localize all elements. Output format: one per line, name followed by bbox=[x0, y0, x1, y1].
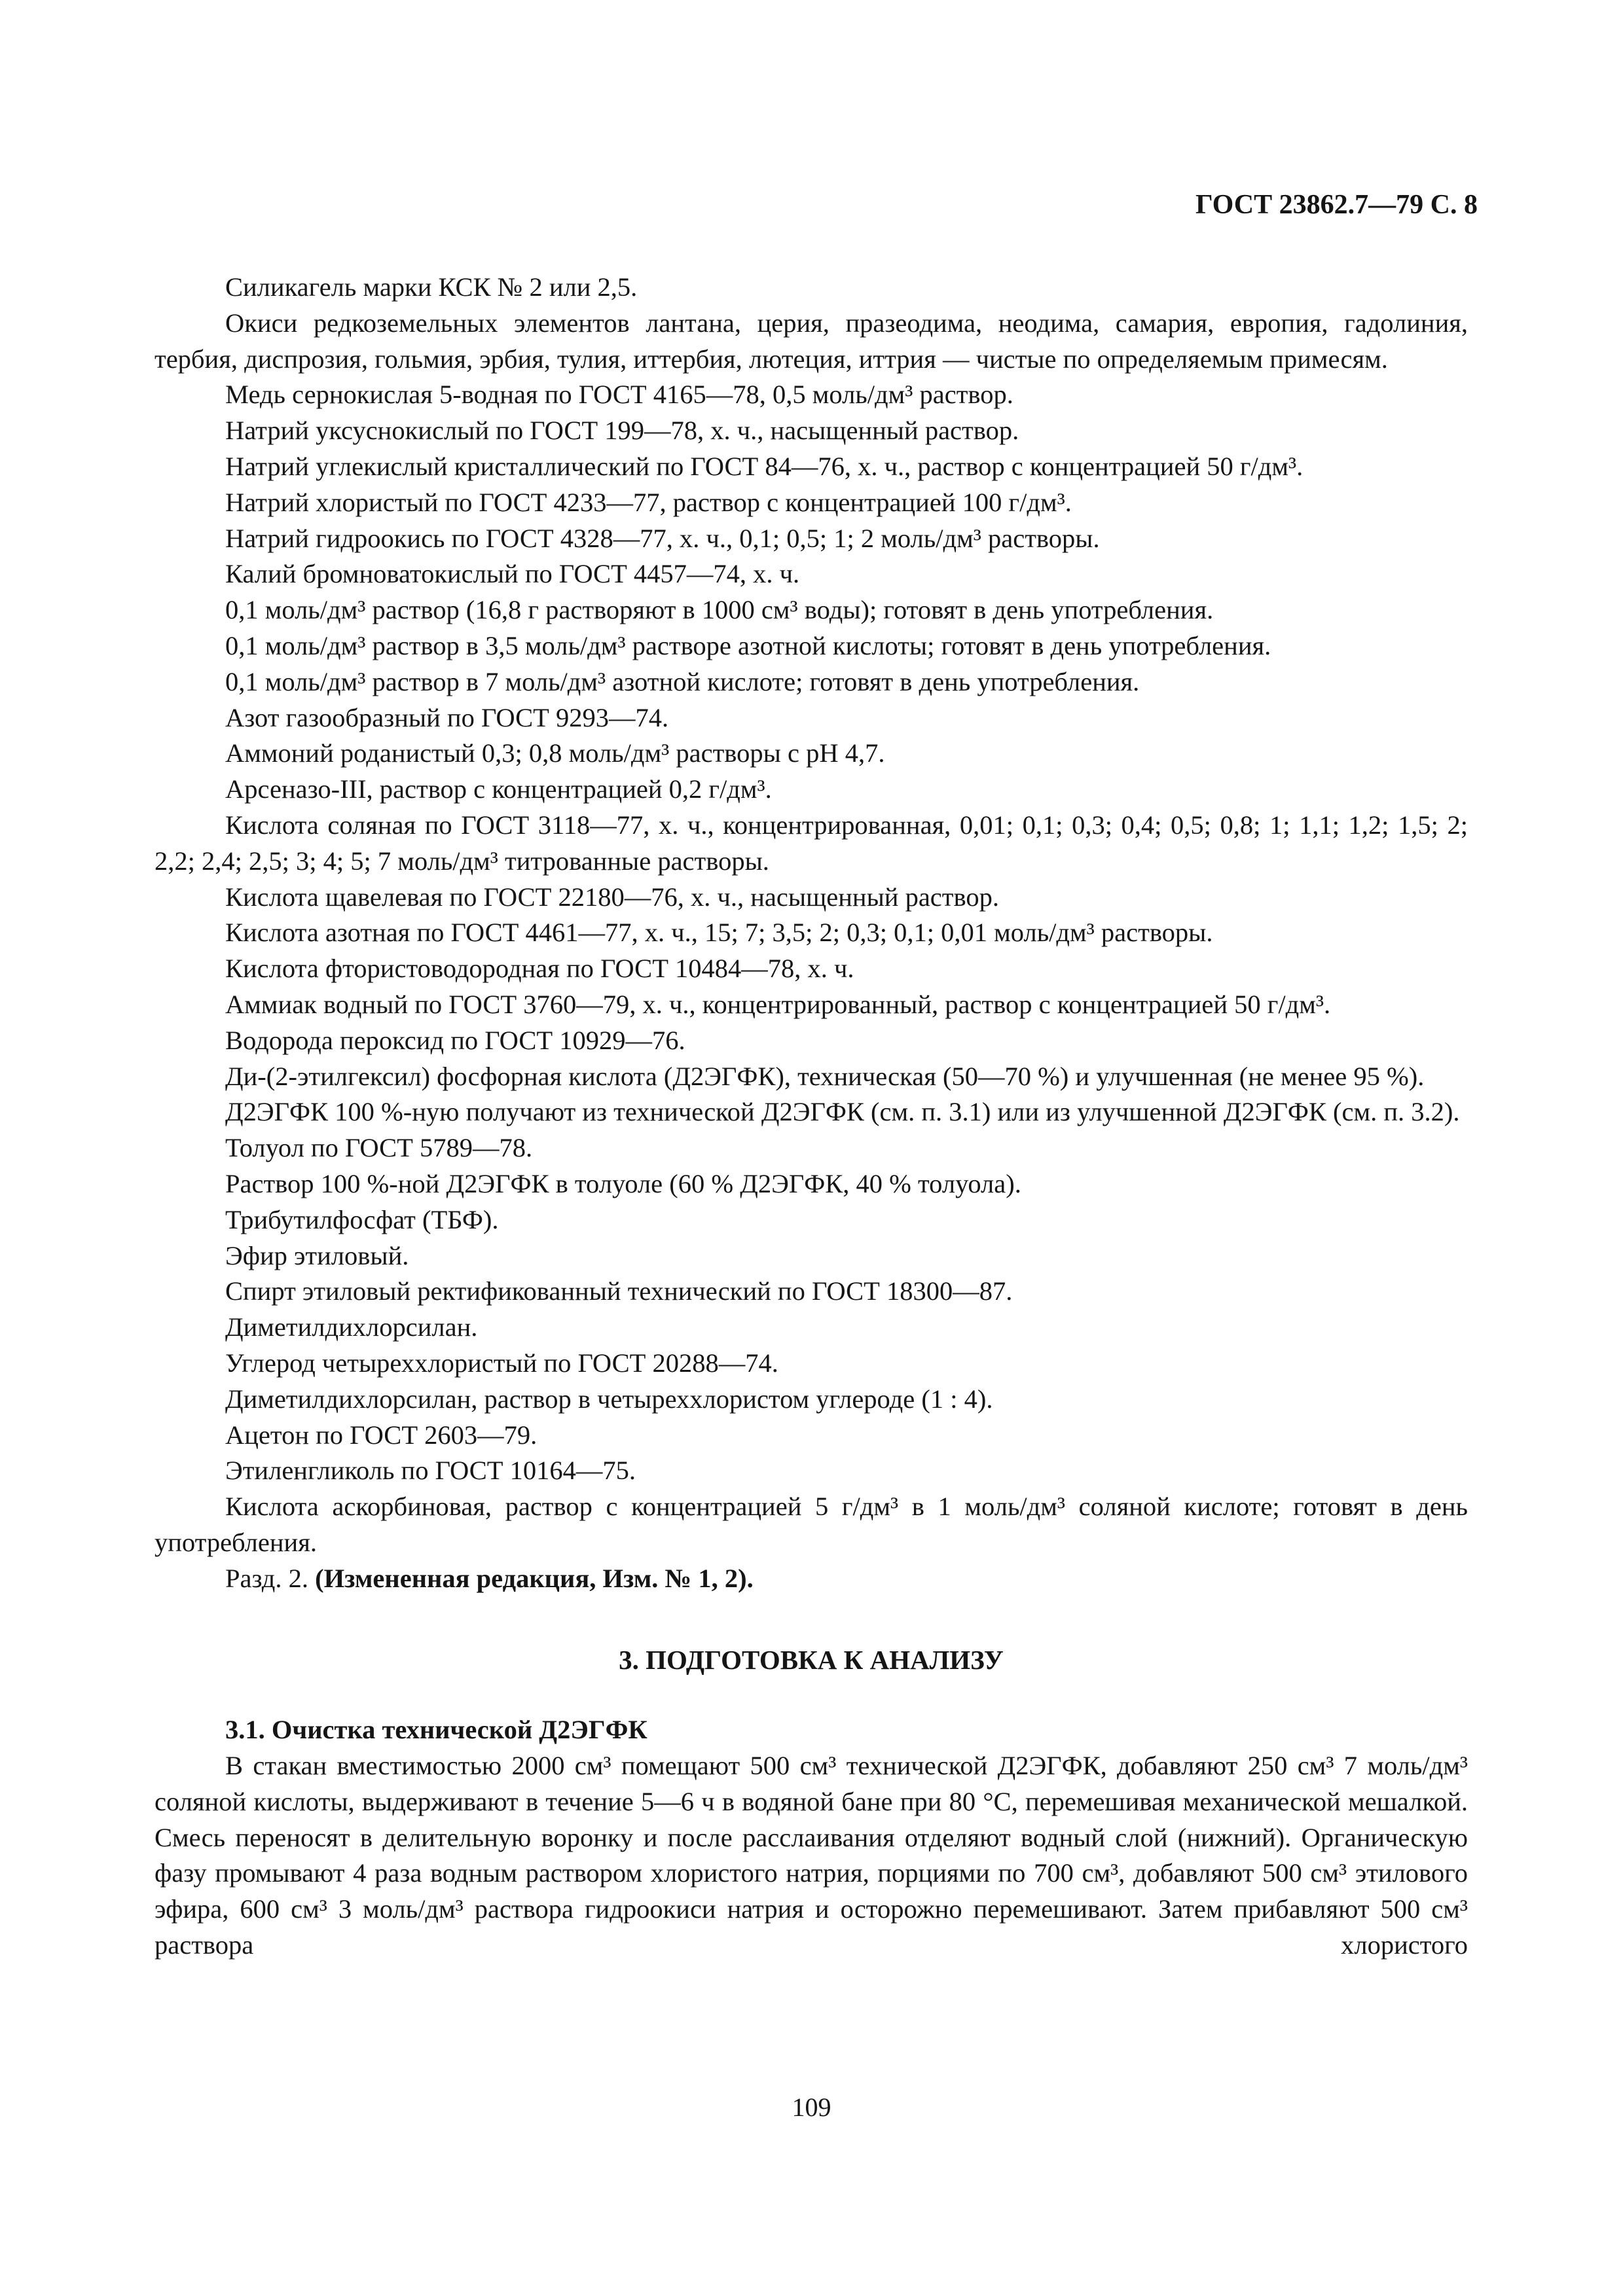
reagent-paragraph: Д2ЭГФК 100 %-ную получают из технической Д2ЭГФК (см. п. 3.1) или из улучшенной Д2ЭГФК (см. п. 3.2). bbox=[225, 1097, 1460, 1127]
reagent-paragraph: 0,1 моль/дм³ раствор (16,8 г растворяют в 1000 см³ воды); готовят в день употребления. bbox=[225, 595, 1214, 625]
reagent-paragraph: Силикагель марки КСК № 2 или 2,5. bbox=[225, 272, 638, 302]
reagent-paragraph: Натрий хлористый по ГОСТ 4233—77, раствор с концентрацией 100 г/дм³. bbox=[225, 487, 1072, 517]
reagent-paragraph: Кислота аскорбиновая, раствор с концентрацией 5 г/дм³ в 1 моль/дм³ соляной кислоте; готовят в день употребления. bbox=[155, 1492, 1468, 1557]
page-header: ГОСТ 23862.7—79 С. 8 bbox=[1195, 190, 1478, 220]
reagent-paragraph: Арсеназо-III, раствор с концентрацией 0,2 г/дм³. bbox=[225, 774, 772, 804]
reagent-paragraph: Кислота соляная по ГОСТ 3118—77, х. ч., концентрированная, 0,01; 0,1; 0,3; 0,4; 0,5; 0,8; 1; 1,1; 1,2; 1,5; 2; 2,2; 2,4; 2,5; 3; 4; 5; 7 моль/дм³ титрованные растворы. bbox=[155, 810, 1468, 876]
reagent-paragraph: Углерод четыреххлористый по ГОСТ 20288—74. bbox=[225, 1348, 778, 1378]
reagent-paragraph: Натрий гидроокись по ГОСТ 4328—77, х. ч., 0,1; 0,5; 1; 2 моль/дм³ растворы. bbox=[225, 523, 1100, 553]
reagent-paragraph: Диметилдихлорсилан. bbox=[225, 1312, 478, 1342]
reagent-paragraph: Этиленгликоль по ГОСТ 10164—75. bbox=[225, 1456, 636, 1486]
reagent-paragraph: Кислота азотная по ГОСТ 4461—77, х. ч., 15; 7; 3,5; 2; 0,3; 0,1; 0,01 моль/дм³ растворы. bbox=[225, 918, 1213, 948]
reagent-paragraph: Ди-(2-этилгексил) фосфорная кислота (Д2ЭГФК), техническая (50—70 %) и улучшенная (не менее 95 %). bbox=[225, 1061, 1425, 1091]
reagent-paragraph: Ацетон по ГОСТ 2603—79. bbox=[225, 1420, 538, 1450]
page-content bbox=[155, 270, 1468, 1964]
edition-note-prefix: Разд. 2. bbox=[225, 1563, 316, 1593]
edition-note-bold: (Измененная редакция, Изм. № 1, 2). bbox=[315, 1563, 754, 1593]
reagent-paragraph: Трибутилфосфат (ТБФ). bbox=[225, 1204, 499, 1234]
reagent-paragraph: Аммиак водный по ГОСТ 3760—79, х. ч., концентрированный, раствор с концентрацией 50 г/дм³. bbox=[225, 989, 1331, 1019]
reagent-paragraph: Толуол по ГОСТ 5789—78. bbox=[225, 1133, 533, 1163]
subsection-heading: 3.1. Очистка технической Д2ЭГФК bbox=[225, 1715, 647, 1745]
reagent-paragraph: Аммоний роданистый 0,3; 0,8 моль/дм³ растворы с рН 4,7. bbox=[225, 738, 885, 768]
reagent-list bbox=[155, 270, 1468, 1561]
reagent-paragraph: 0,1 моль/дм³ раствор в 3,5 моль/дм³ растворе азотной кислоты; готовят в день употребления. bbox=[225, 630, 1271, 660]
reagent-paragraph: 0,1 моль/дм³ раствор в 7 моль/дм³ азотной кислоте; готовят в день употребления. bbox=[225, 666, 1140, 696]
reagent-paragraph: Азот газообразный по ГОСТ 9293—74. bbox=[225, 702, 669, 732]
reagent-paragraph: Эфир этиловый. bbox=[225, 1240, 409, 1270]
subsection-paragraph: В стакан вместимостью 2000 см³ помещают 500 см³ технической Д2ЭГФК, добавляют 250 см³ 7 моль/дм³ соляной кислоты, выдерживают в течение 5—6 ч в водяной бане при 80 °С, перемешивая механической мешалкой. Смесь переносят в делительную воронку и после расслаивания отделяют водный слой (нижний). Органическую фазу промывают 4 раза водным раствором хлористого натрия, порциями по 700 см³, добавляют 500 см³ этилового эфира, 600 см³ 3 моль/дм³ раствора гидроокиси натрия и осторожно перемешивают. Затем прибавляют 500 см³ раствора хлористого bbox=[155, 1751, 1468, 1960]
reagent-paragraph: Окиси редкоземельных элементов лантана, церия, празеодима, неодима, самария, европия, гадолиния, тербия, диспрозия, гольмия, эрбия, тулия, иттербия, лютеция, иттрия — чистые по определяемым примесям. bbox=[155, 308, 1468, 374]
reagent-paragraph: Калий бромноватокислый по ГОСТ 4457—74, х. ч. bbox=[225, 559, 800, 589]
reagent-paragraph: Спирт этиловый ректификованный технический по ГОСТ 18300—87. bbox=[225, 1276, 1013, 1306]
section-heading: 3. ПОДГОТОВКА К АНАЛИЗУ bbox=[619, 1645, 1004, 1676]
edition-note bbox=[155, 1561, 1468, 1597]
reagent-paragraph: Натрий уксуснокислый по ГОСТ 199—78, х. ч., насыщенный раствор. bbox=[225, 416, 1019, 446]
reagent-paragraph: Раствор 100 %-ной Д2ЭГФК в толуоле (60 % Д2ЭГФК, 40 % толуола). bbox=[225, 1168, 1021, 1198]
reagent-paragraph: Кислота фтористоводородная по ГОСТ 10484—78, х. ч. bbox=[225, 954, 854, 984]
reagent-paragraph: Медь сернокислая 5-водная по ГОСТ 4165—78, 0,5 моль/дм³ раствор. bbox=[225, 380, 1013, 410]
reagent-paragraph: Водорода пероксид по ГОСТ 10929—76. bbox=[225, 1025, 685, 1055]
reagent-paragraph: Диметилдихлорсилан, раствор в четыреххлористом углероде (1 : 4). bbox=[225, 1384, 993, 1414]
page-number: 109 bbox=[792, 2092, 831, 2122]
reagent-paragraph: Натрий углекислый кристаллический по ГОСТ 84—76, х. ч., раствор с концентрацией 50 г/дм³. bbox=[225, 451, 1304, 481]
reagent-paragraph: Кислота щавелевая по ГОСТ 22180—76, х. ч., насыщенный раствор. bbox=[225, 882, 999, 912]
